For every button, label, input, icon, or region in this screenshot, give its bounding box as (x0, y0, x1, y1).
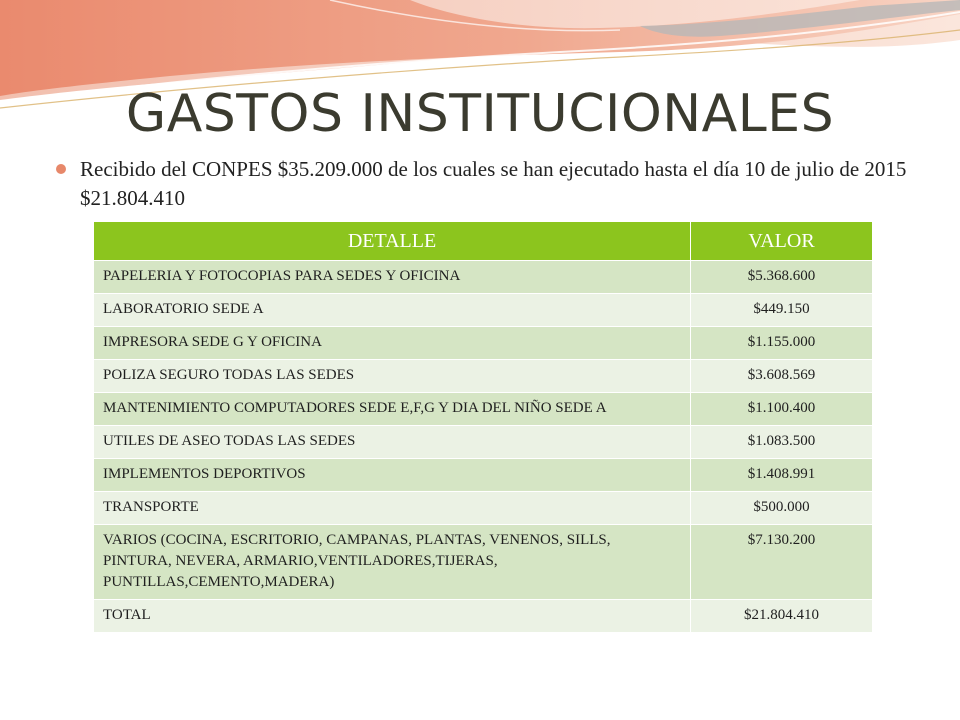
total-value: $21.804.410 (691, 599, 873, 632)
row-value: $7.130.200 (691, 524, 873, 599)
row-detail: IMPLEMENTOS DEPORTIVOS (94, 458, 691, 491)
table-row (94, 293, 873, 326)
row-value: $500.000 (691, 491, 873, 524)
table-row (94, 425, 873, 458)
row-value: $1.408.991 (691, 458, 873, 491)
row-detail: IMPRESORA SEDE G Y OFICINA (94, 326, 691, 359)
table-row-total (94, 599, 873, 632)
row-value: $1.155.000 (691, 326, 873, 359)
row-value: $5.368.600 (691, 260, 873, 293)
table-row (94, 260, 873, 293)
table-row (94, 458, 873, 491)
row-detail: UTILES DE ASEO TODAS LAS SEDES (94, 425, 691, 458)
expenses-table (94, 222, 873, 632)
row-value: $1.100.400 (691, 392, 873, 425)
table-header-row (94, 222, 873, 260)
row-value: $449.150 (691, 293, 873, 326)
table-row (94, 326, 873, 359)
header-detalle: DETALLE (94, 222, 691, 260)
row-value: $1.083.500 (691, 425, 873, 458)
header-valor: VALOR (691, 222, 873, 260)
row-detail: PAPELERIA Y FOTOCOPIAS PARA SEDES Y OFICINA (94, 260, 691, 293)
table-row (94, 359, 873, 392)
row-detail: LABORATORIO SEDE A (94, 293, 691, 326)
table-row (94, 392, 873, 425)
row-detail: POLIZA SEGURO TODAS LAS SEDES (94, 359, 691, 392)
bullet-text: Recibido del CONPES $35.209.000 de los cuales se han ejecutado hasta el día 10 de julio de 2015 $21.804.410 (80, 157, 907, 210)
slide-title: GASTOS INSTITUCIONALES (125, 84, 835, 144)
row-detail: TRANSPORTE (94, 491, 691, 524)
bullet-paragraph (56, 155, 916, 213)
row-value: $3.608.569 (691, 359, 873, 392)
table-row (94, 524, 873, 599)
total-label: TOTAL (94, 599, 691, 632)
table-row (94, 491, 873, 524)
bullet-dot-icon (56, 164, 66, 174)
row-detail: VARIOS (COCINA, ESCRITORIO, CAMPANAS, PLANTAS, VENENOS, SILLS, PINTURA, NEVERA, ARMARIO,VENTILADORES,TIJERAS, PUNTILLAS,CEMENTO,MADERA) (94, 524, 691, 599)
row-detail: MANTENIMIENTO COMPUTADORES SEDE E,F,G Y DIA DEL NIÑO SEDE A (94, 392, 691, 425)
